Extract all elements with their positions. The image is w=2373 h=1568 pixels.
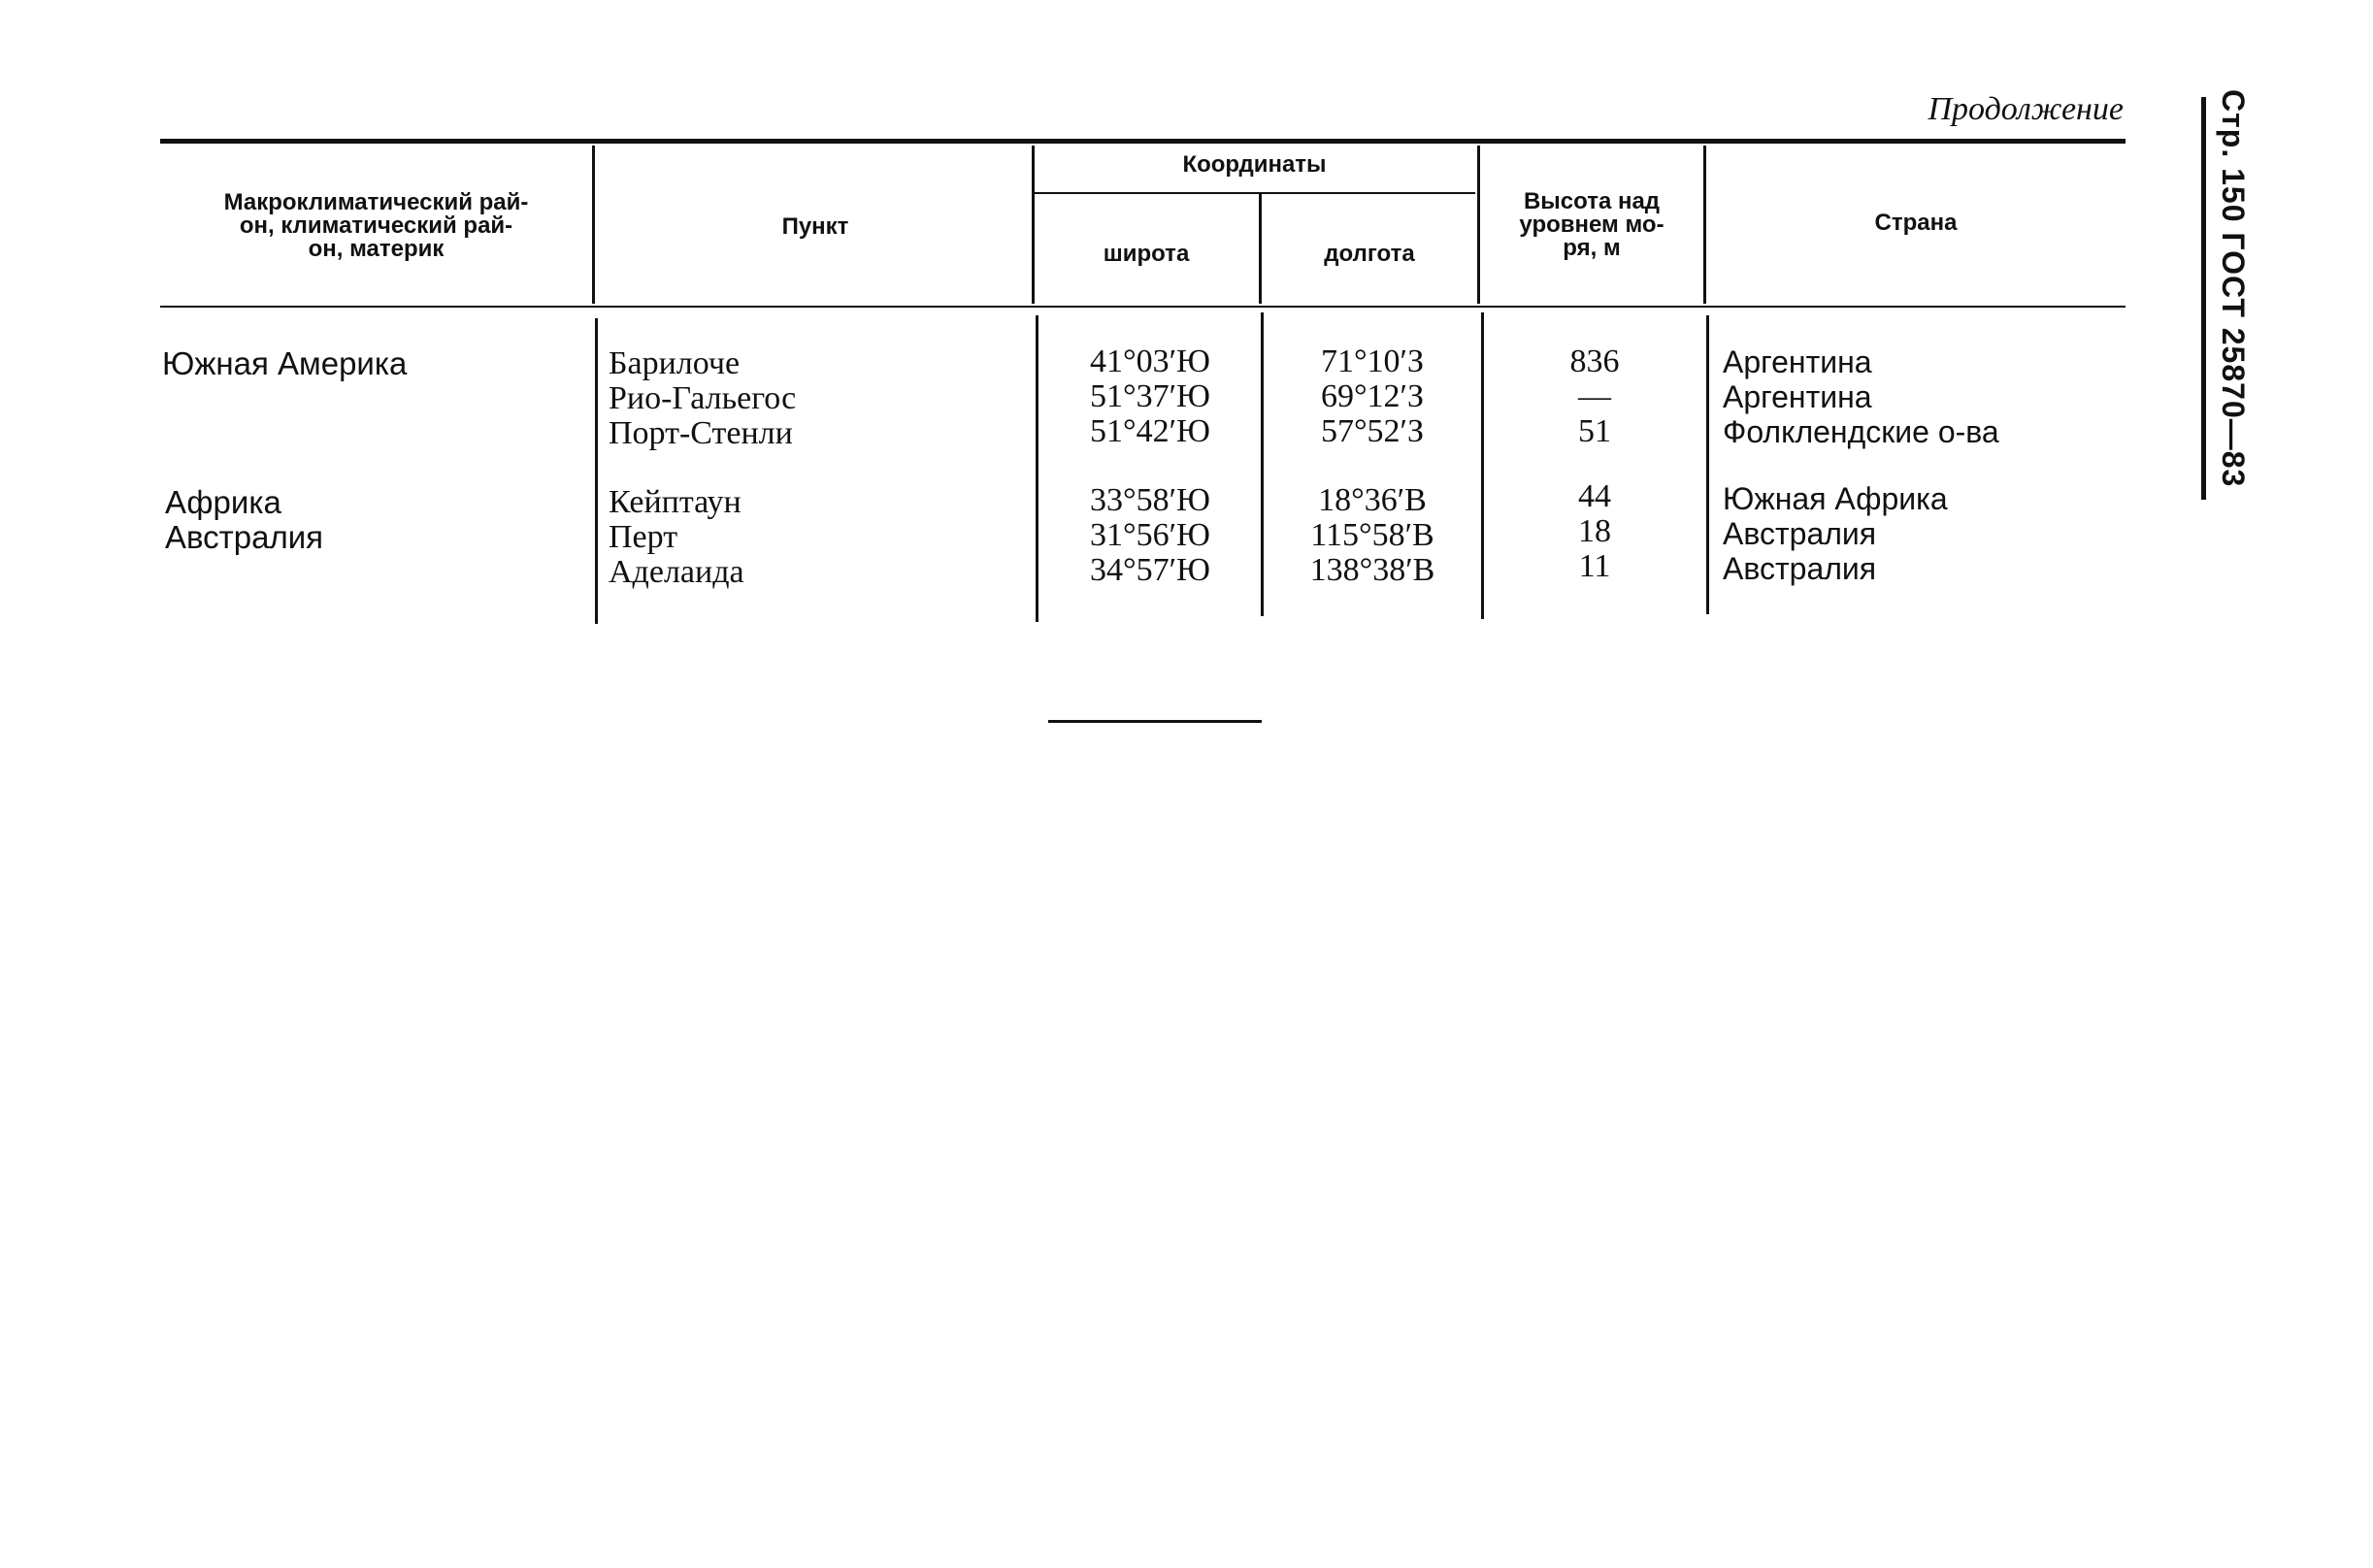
latitude-cell: 51°37′Ю [1090, 378, 1210, 414]
country-cell: Австралия [1723, 516, 1877, 551]
altitude-cell: — [1578, 378, 1611, 414]
point-cell: Рио-Гальегос [609, 380, 797, 416]
longitude-cell: 69°12′З [1320, 378, 1425, 414]
header-longitude: долгота [1324, 241, 1415, 267]
longitude-cell: 71°10′З [1320, 343, 1425, 379]
longitude-cell: 115°58′В [1310, 517, 1434, 553]
header-country: Страна [1874, 210, 1958, 236]
longitude-cell: 138°38′В [1309, 552, 1435, 588]
latitude-cell: 41°03′Ю [1090, 343, 1210, 379]
header-point: Пункт [781, 213, 849, 240]
point-cell: Порт-Стенли [609, 415, 793, 451]
continuation-label: Продолжение [1928, 91, 2124, 127]
region-cell: Южная Америка [162, 345, 408, 381]
point-cell: Аделаида [609, 554, 744, 590]
altitude-cell: 836 [1569, 343, 1620, 379]
altitude-cell: 11 [1578, 548, 1611, 584]
altitude-cell: 51 [1578, 413, 1611, 449]
point-cell: Кейптаун [609, 484, 742, 520]
altitude-cell: 44 [1578, 478, 1611, 514]
table-top-rule [160, 139, 2126, 144]
region-cell: Австралия [165, 519, 324, 555]
latitude-cell: 51°42′Ю [1090, 413, 1210, 449]
side-header-rule [2201, 97, 2206, 500]
header-divider [592, 146, 595, 304]
coordinates-rule [1034, 192, 1475, 194]
latitude-cell: 34°57′Ю [1090, 552, 1210, 588]
end-of-table-rule [1048, 720, 1262, 723]
latitude-cell: 31°56′Ю [1090, 517, 1210, 553]
side-header-text: Стр. 150 ГОСТ 25870—83 [2216, 89, 2251, 488]
body-divider [1706, 315, 1709, 614]
country-cell: Южная Африка [1723, 481, 1948, 516]
longitude-cell: 57°52′З [1320, 413, 1425, 449]
side-page-header [2201, 89, 2251, 506]
header-coordinates: Координаты [1182, 151, 1327, 178]
altitude-cell: 18 [1578, 513, 1611, 549]
country-cell: Австралия [1723, 551, 1877, 586]
longitude-cell: 18°36′В [1318, 482, 1427, 518]
country-cell: Аргентина [1723, 379, 1872, 414]
header-latitude: широта [1103, 241, 1190, 267]
latitude-cell: 33°58′Ю [1090, 482, 1210, 518]
country-cell: Аргентина [1723, 344, 1872, 379]
point-cell: Барилоче [609, 345, 741, 381]
header-region: Макроклиматический рай- он, климатический рай- он, материк [223, 189, 529, 262]
body-divider [595, 318, 598, 624]
point-cell: Перт [609, 519, 678, 555]
header-altitude: Высота над уровнем мо- ря, м [1519, 188, 1664, 261]
country-cell: Фолклендские о-ва [1723, 414, 1999, 449]
table-header-rule [160, 306, 2126, 308]
region-cell: Африка [165, 484, 281, 520]
